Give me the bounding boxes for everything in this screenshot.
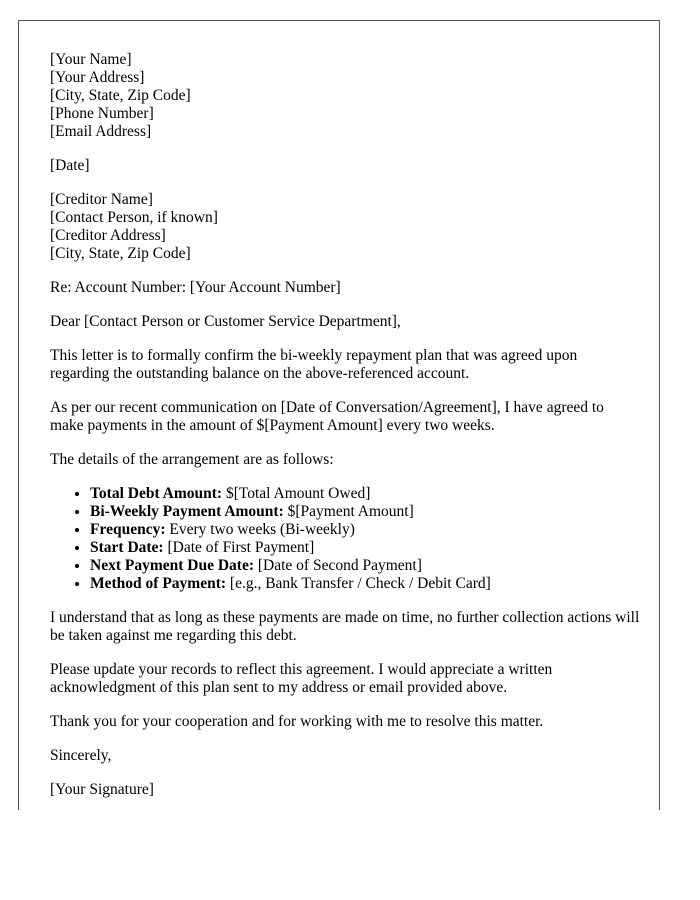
letter-page (18, 20, 660, 810)
recipient-address: [Creditor Address] (50, 227, 166, 244)
sender-block (50, 51, 640, 141)
detail-value: $[Payment Amount] (283, 503, 414, 520)
list-item (90, 557, 640, 575)
list-item (90, 485, 640, 503)
recipient-name: [Creditor Name] (50, 191, 153, 208)
sender-city-state-zip: [City, State, Zip Code] (50, 87, 191, 104)
letter-date: [Date] (50, 157, 90, 174)
sender-address: [Your Address] (50, 69, 145, 86)
list-item (90, 575, 640, 593)
detail-label: Bi-Weekly Payment Amount: (90, 503, 284, 520)
list-item (90, 539, 640, 557)
detail-label: Next Payment Due Date: (90, 557, 254, 574)
closing: Sincerely, (50, 747, 112, 764)
detail-value: [Date of Second Payment] (254, 557, 422, 574)
re-line: Re: Account Number: [Your Account Number] (50, 279, 341, 296)
detail-value: [e.g., Bank Transfer / Check / Debit Card] (226, 575, 491, 592)
recipient-city-state-zip: [City, State, Zip Code] (50, 245, 191, 262)
date-block (50, 157, 640, 175)
paragraph-confirmation: This letter is to formally confirm the bi-weekly repayment plan that was agreed upon regarding the outstanding balance on the above-referenced account. (50, 347, 578, 382)
list-item (90, 503, 640, 521)
salutation: Dear [Contact Person or Customer Service Department], (50, 313, 401, 330)
paragraph-thanks: Thank you for your cooperation and for working with me to resolve this matter. (50, 713, 544, 730)
sender-email: [Email Address] (50, 123, 152, 140)
paragraph-communication: As per our recent communication on [Date of Conversation/Agreement], I have agreed to make payments in the amount of $[Payment Amount] every two weeks. (50, 399, 604, 434)
signature: [Your Signature] (50, 781, 154, 798)
detail-label: Frequency: (90, 521, 166, 538)
paragraph-understanding: I understand that as long as these payments are made on time, no further collection actions will be taken against me regarding this debt. (50, 609, 640, 644)
detail-value: $[Total Amount Owed] (222, 485, 371, 502)
letter-content (50, 51, 640, 815)
list-item (90, 521, 640, 539)
sender-name: [Your Name] (50, 51, 132, 68)
detail-label: Total Debt Amount: (90, 485, 223, 502)
detail-value: Every two weeks (Bi-weekly) (165, 521, 355, 538)
detail-value: [Date of First Payment] (163, 539, 315, 556)
paragraph-update-records: Please update your records to reflect this agreement. I would appreciate a written acknowledgment of this plan sent to my address or email provided above. (50, 661, 553, 696)
recipient-contact: [Contact Person, if known] (50, 209, 218, 226)
sender-phone: [Phone Number] (50, 105, 154, 122)
paragraph-details-intro: The details of the arrangement are as follows: (50, 451, 334, 468)
detail-label: Start Date: (90, 539, 164, 556)
details-list (50, 485, 640, 593)
detail-label: Method of Payment: (90, 575, 227, 592)
recipient-block (50, 191, 640, 263)
